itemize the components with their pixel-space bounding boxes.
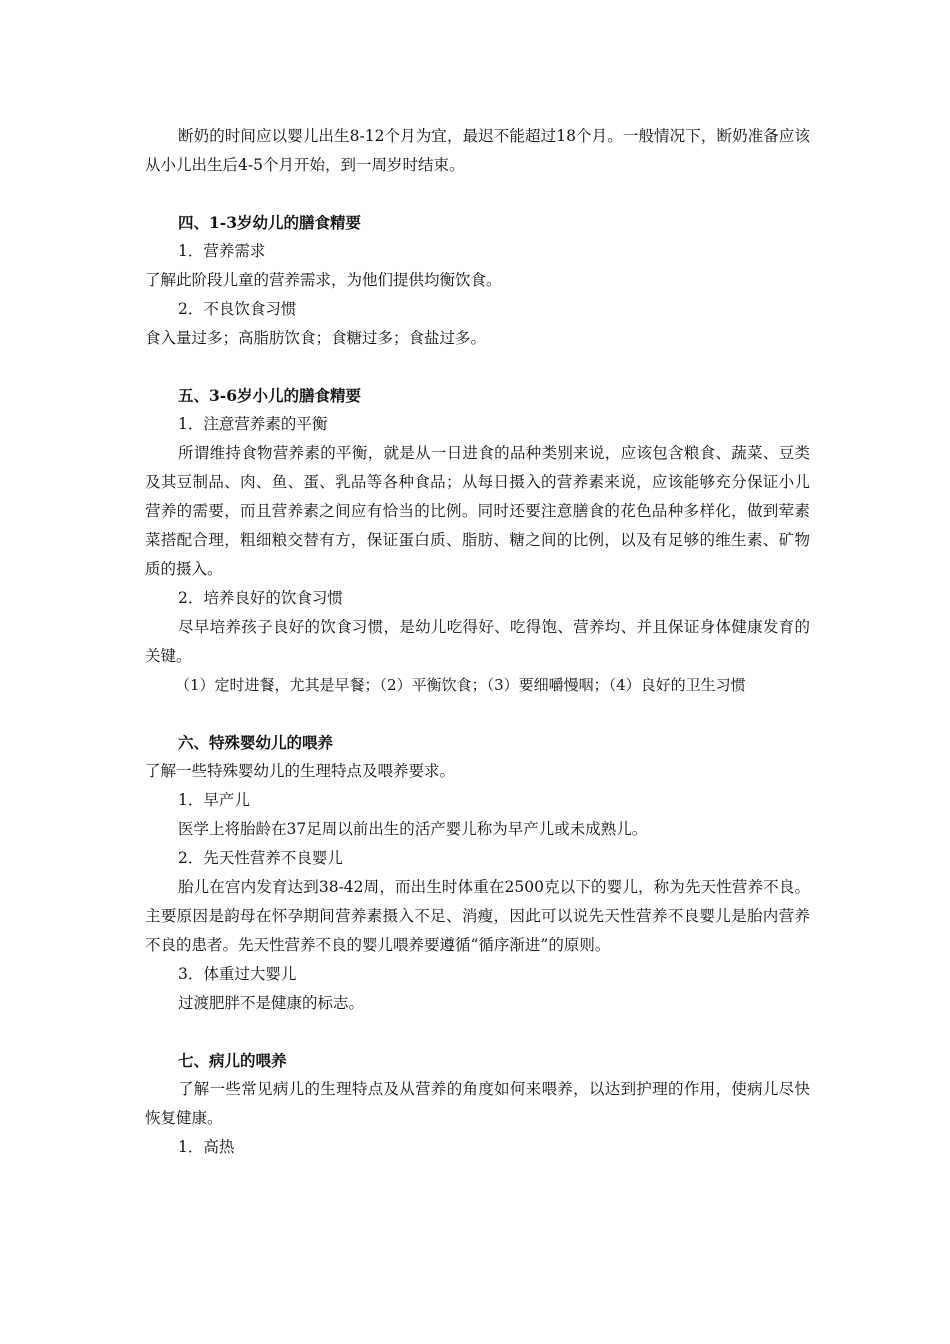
section-7-intro: 了解一些常见病儿的生理特点及从营养的角度如何来喂养，以达到护理的作用，使病儿尽快恢复健康。 (145, 1080, 810, 1127)
document-body (145, 122, 810, 1162)
section-6-item-2: 2．先天性营养不良婴儿 (178, 849, 343, 867)
section-6-item-3: 3．体重过大婴儿 (178, 965, 297, 983)
section-5-item-1: 1．注意营养素的平衡 (178, 415, 328, 433)
section-6-text-1: 医学上将胎龄在37足周以前出生的活产婴儿称为早产儿或未成熟儿。 (178, 820, 648, 838)
section-5-text-1: 所谓维持食物营养素的平衡，就是从一日进食的品种类别来说，应该包含粮食、蔬菜、豆类及其豆制品、肉、鱼、蛋、乳品等各种食品；从每日摄入的营养素来说，应该能够充分保证小儿营养的需要，而且营养素之间应有恰当的比例。同时还要注意膳食的花色品种多样化，做到荤素菜搭配合理，粗细粮交替有方，保证蛋白质、脂肪、糖之间的比例，以及有足够的维生素、矿物质的摄入。 (145, 444, 810, 578)
section-5-text-3: （1）定时进餐，尤其是早餐；（2）平衡饮食；（3）要细嚼慢咽；（4）良好的卫生习惯 (175, 676, 746, 694)
section-4-item-1: 1．营养需求 (178, 242, 266, 260)
section-5-text-2: 尽早培养孩子良好的饮食习惯，是幼儿吃得好、吃得饱、营养均、并且保证身体健康发育的关键。 (145, 618, 810, 665)
section-5-item-2: 2．培养良好的饮食习惯 (178, 589, 343, 607)
section-6-heading: 六、特殊婴幼儿的喂养 (178, 733, 334, 752)
section-6-text-3: 过渡肥胖不是健康的标志。 (178, 994, 365, 1012)
section-4-text-1: 了解此阶段儿童的营养需求，为他们提供均衡饮食。 (145, 271, 502, 289)
section-6-intro: 了解一些特殊婴幼儿的生理特点及喂养要求。 (145, 762, 456, 780)
section-4-text-2: 食入量过多；高脂肪饮食；食糖过多；食盐过多。 (145, 329, 487, 347)
section-4-heading: 四、1-3岁幼儿的膳食精要 (178, 213, 362, 232)
section-7-item-1: 1．高热 (178, 1138, 235, 1156)
section-7-heading: 七、病儿的喂养 (178, 1051, 287, 1070)
section-6-text-2: 胎儿在宫内发育达到38-42周，而出生时体重在2500克以下的婴儿，称为先天性营养不良。主要原因是韵母在怀孕期间营养素摄入不足、消瘦，因此可以说先天性营养不良婴儿是胎内营养不良的患者。先天性营养不良的婴儿喂养要遵循“循序渐进”的原则。 (145, 878, 810, 954)
section-5-heading: 五、3-6岁小儿的膳食精要 (178, 386, 362, 405)
section-6-item-1: 1．早产儿 (178, 791, 250, 809)
section-4-item-2: 2．不良饮食习惯 (178, 300, 297, 318)
paragraph-weaning: 断奶的时间应以婴儿出生8-12个月为宜，最迟不能超过18个月。一般情况下，断奶准备应该从小儿出生后4-5个月开始，到一周岁时结束。 (145, 127, 810, 174)
